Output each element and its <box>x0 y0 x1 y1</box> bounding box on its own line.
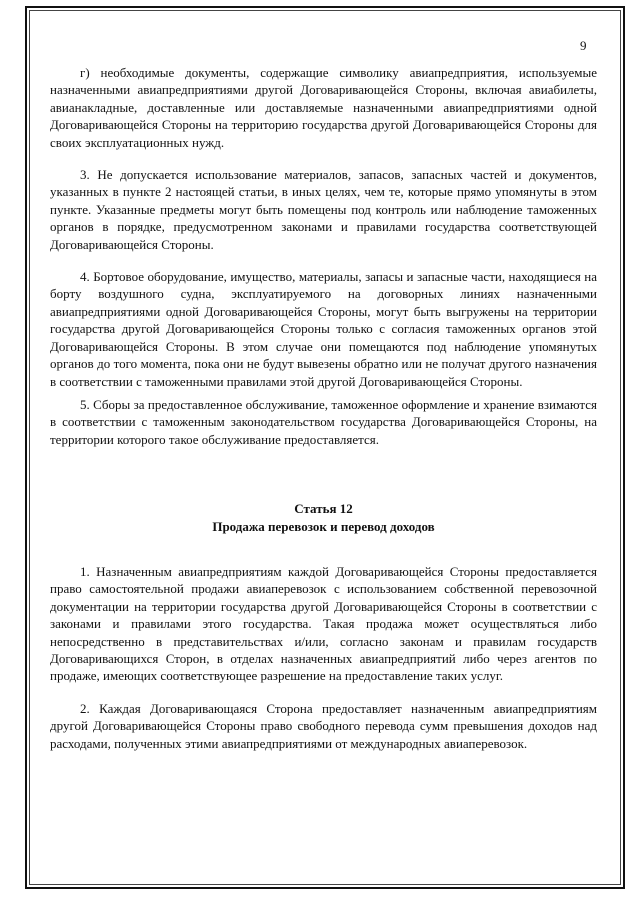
page-number: 9 <box>580 38 587 53</box>
paragraph-g-documents: г) необходимые документы, содержащие символику авиапредприятия, используемые назначенными авиапредприятиями другой Договаривающейся Стороны, включая авиабилеты, авианакладные, доставленные или доставляемые назначенными авиапредприятиями одной Договаривающейся Стороны на территорию государства другой Договаривающейся Стороны для своих эксплуатационных нужд. <box>50 65 597 150</box>
paragraph-3-usage-restriction: 3. Не допускается использование материалов, запасов, запасных частей и документов, указанных в пункте 2 настоящей статьи, в иных целях, чем те, которые прямо упомянуты в этом пункте. Указанные предметы могут быть помещены под контроль или наблюдение таможенных органов в порядке, предусмотренном законами и правилами государства соответствующей Договаривающейся Стороны. <box>50 167 597 252</box>
document-body <box>50 64 597 752</box>
paragraph-2-revenue-transfer: 2. Каждая Договаривающаяся Сторона предоставляет назначенным авиапредприятиям другой Договаривающейся Стороны право свободного перевода сумм превышения доходов над расходами, полученных этими авиапредприятиями от международных авиаперевозок. <box>50 700 597 751</box>
paragraph-5-fees: 5. Сборы за предоставленное обслуживание, таможенное оформление и хранение взимаются в соответствии с таможенным законодательством государства Договаривающейся Стороны, на территории которого такое обслуживание предоставляется. <box>50 396 597 447</box>
paragraph-1-sales-right: 1. Назначенным авиапредприятиям каждой Договаривающейся Стороны предоставляется право самостоятельной продажи авиаперевозок с использованием собственной перевозочной документации на территории государства другой Договаривающейся Стороны в соответствии с законами и правилами этого государства. Такая продажа может осуществляться либо непосредственно в представительствах и/или, согласно законам и правилам государств Договаривающихся Сторон, в отделах назначенных авиапредприятий либо через агентов по продаже, имеющих соответствующее разрешение на предоставление таких услуг. <box>50 563 597 684</box>
article-title: Продажа перевозок и перевод доходов <box>212 518 435 534</box>
article-number: Статья 12 <box>294 501 353 517</box>
paragraph-4-onboard-equipment: 4. Бортовое оборудование, имущество, материалы, запасы и запасные части, находящиеся на борту воздушного судна, эксплуатируемого на договорных линиях назначенными авиапредприятиями одной Договаривающейся Стороны, могут быть выгружены на территории государства другой Договаривающейся Стороны только с согласия таможенных органов этой Договаривающейся Стороны. В этом случае они помещаются под наблюдение упомянутых органов до того момента, пока они не будут вывезены обратно или не получат другого назначения в соответствии с таможенными правилами этой другой Договаривающейся Стороны. <box>50 269 597 389</box>
